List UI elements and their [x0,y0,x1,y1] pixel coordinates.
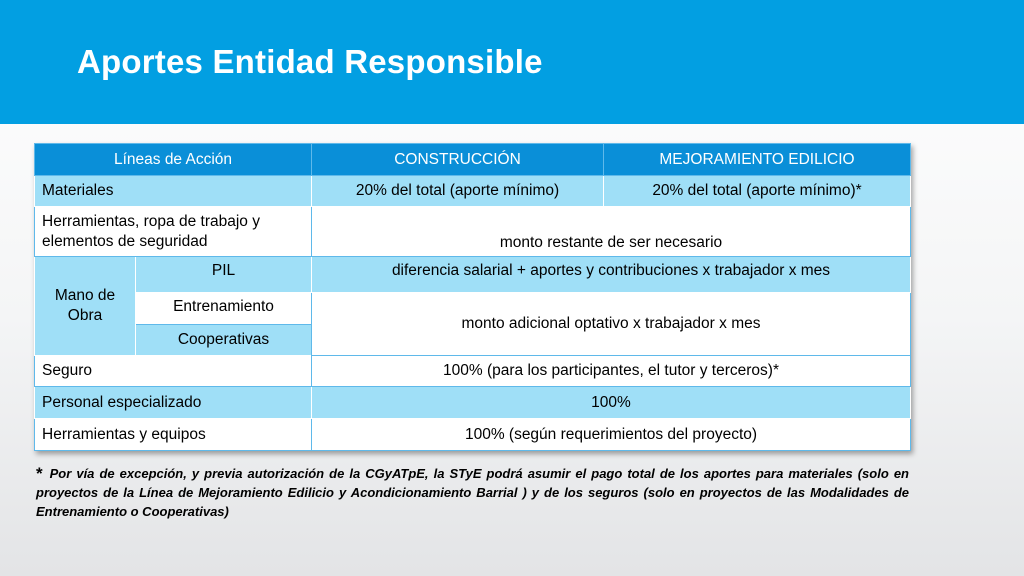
value-herramientas-equipos: 100% (según requerimientos del proyecto) [312,419,911,451]
row-materiales [35,176,911,207]
label-personal-especializado: Personal especializado [35,387,312,419]
header-mejoramiento: MEJORAMIENTO EDILICIO [604,144,911,176]
row-mano-de-obra-pil [35,257,911,293]
value-materiales-construccion: 20% del total (aporte mínimo) [312,176,604,207]
value-pil: diferencia salarial + aportes y contribuciones x trabajador x mes [312,257,911,293]
header-bar [0,0,1024,124]
label-mano-de-obra: Mano de Obra [35,257,136,356]
value-materiales-mejoramiento: 20% del total (aporte mínimo)* [604,176,911,207]
label-cooperativas: Cooperativas [136,325,312,356]
row-entrenamiento [35,293,911,325]
value-seguro: 100% (para los participantes, el tutor y terceros)* [312,356,911,387]
header-construccion: CONSTRUCCIÓN [312,144,604,176]
row-personal-especializado [35,387,911,419]
value-herramientas-ropa: monto restante de ser necesario [312,207,911,257]
label-entrenamiento: Entrenamiento [136,293,312,325]
table-header-row [35,144,911,176]
label-pil: PIL [136,257,312,293]
label-herramientas-ropa: Herramientas, ropa de trabajo y elementos de seguridad [35,207,312,257]
footnote-text: Por vía de excepción, y previa autorización de la CGyATpE, la STyE podrá asumir el pago total de los aportes para materiales (solo en proyectos de la Línea de Mejoramiento Edilicio y Acondicionamiento Barrial ) y de los seguros (solo en proyectos de las Modalidades de Entrenamiento o Cooperativas) [36,466,909,519]
label-seguro: Seguro [35,356,312,387]
footnote-star: * [36,464,43,483]
row-herramientas-ropa [35,207,911,257]
footnote [36,464,909,521]
value-entrenamiento-cooperativas: monto adicional optativo x trabajador x mes [312,293,911,356]
label-herramientas-equipos: Herramientas y equipos [35,419,312,451]
page-title: Aportes Entidad Responsible [77,43,543,80]
row-herramientas-equipos [35,419,911,451]
value-personal-especializado: 100% [312,387,911,419]
aportes-table [34,143,911,451]
row-seguro [35,356,911,387]
header-lineas: Líneas de Acción [35,144,312,176]
label-materiales: Materiales [35,176,312,207]
